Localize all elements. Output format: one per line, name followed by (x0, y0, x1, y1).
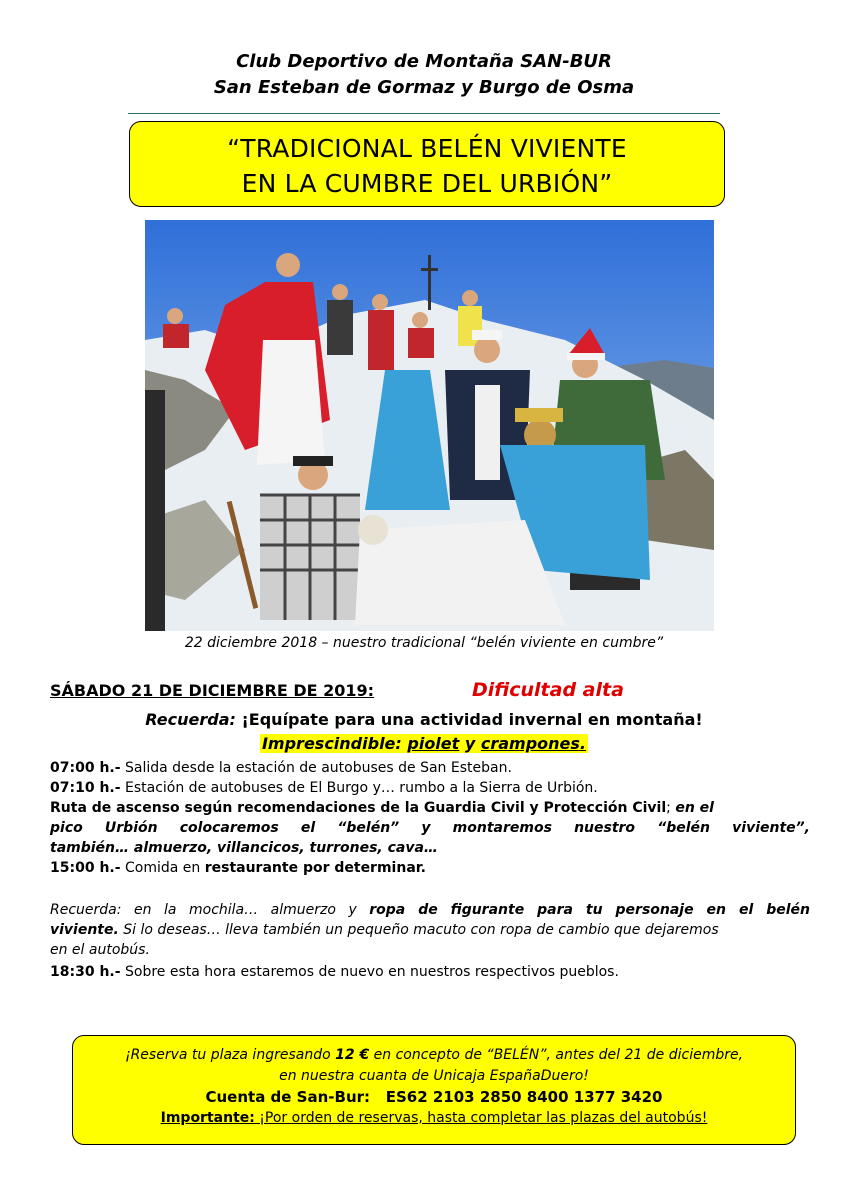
schedule-time: 18:30 h.- (50, 964, 121, 980)
schedule-text: Comida en (120, 860, 205, 876)
schedule-item-1830 (50, 962, 810, 982)
photo-caption: 22 diciembre 2018 – nuestro tradicional “belén viviente en cumbre” (184, 635, 664, 651)
schedule-text: Estación de autobuses de El Burgo y… rumbo a la Sierra de Urbión. (120, 780, 598, 796)
route-bold: Ruta de ascenso según recomendaciones de la Guardia Civil y Protección Civil (50, 800, 667, 816)
note-bold-2: viviente. (50, 922, 119, 938)
essential-label: Imprescindible: (261, 734, 402, 753)
account-label: Cuenta de San-Bur: (205, 1088, 371, 1106)
header-divider (128, 113, 720, 114)
note-line-1 (50, 900, 810, 920)
important-line (72, 1108, 796, 1128)
essential-and: y (459, 734, 481, 753)
account-number: ES62 2103 2850 8400 1377 3420 (385, 1088, 663, 1106)
note-italic: Recuerda: en la mochila… almuerzo y (50, 902, 370, 918)
reminder-line (0, 709, 848, 731)
title-line-1: “TRADICIONAL BELÉN VIVIENTE (227, 134, 627, 163)
reminder-text: ¡Equípate para una actividad invernal en montaña! (235, 710, 703, 729)
reservation-line-2: en nuestra cuanta de Unicaja EspañaDuero! (279, 1068, 589, 1084)
essential-item-piolet: piolet (407, 734, 460, 753)
nativity-summit-photo (145, 220, 714, 631)
reservation-text-b: en concepto de “BELÉN”, antes del 21 de diciembre, (369, 1047, 744, 1063)
reservation-text-a: ¡Reserva tu plaza ingresando (124, 1047, 336, 1063)
route-line-1 (50, 798, 810, 818)
reminder-label: Recuerda: (145, 710, 236, 729)
club-location: San Esteban de Gormaz y Burgo de Osma (213, 77, 635, 98)
note-line-3: en el autobús. (50, 942, 150, 958)
schedule-time: 07:00 h.- (50, 760, 121, 776)
essential-highlight (260, 734, 588, 753)
event-date: SÁBADO 21 DE DICIEMBRE DE 2019: (50, 681, 375, 700)
essential-line (0, 733, 848, 755)
schedule-item-1500 (50, 858, 810, 878)
important-text: ¡Por orden de reservas, hasta completar las plazas del autobús! (254, 1110, 708, 1126)
note-line-2 (50, 920, 810, 940)
route-italic: en el (675, 800, 714, 816)
schedule-text: Salida desde la estación de autobuses de San Esteban. (120, 760, 512, 776)
schedule-item-0700 (50, 758, 810, 778)
difficulty-label: Dificultad alta (472, 679, 624, 701)
schedule-text: Sobre esta hora estaremos de nuevo en nuestros respectivos pueblos. (120, 964, 619, 980)
club-name: Club Deportivo de Montaña SAN-BUR (236, 51, 612, 72)
essential-item-crampones: crampones. (480, 734, 587, 753)
event-heading-row (50, 680, 810, 702)
schedule-item-0710 (50, 778, 810, 798)
schedule-time: 07:10 h.- (50, 780, 121, 796)
route-sep: ; (666, 800, 676, 816)
route-line-2: pico Urbión colocaremos el “belén” y montaremos nuestro “belén viviente”, (50, 820, 810, 836)
restaurant-note: restaurante por determinar. (204, 860, 426, 876)
route-line-3: también… almuerzo, villancicos, turrones, cava… (50, 840, 438, 856)
reservation-amount: 12 € (335, 1047, 370, 1063)
title-line-2: EN LA CUMBRE DEL URBIÓN” (241, 169, 613, 198)
bank-account-line (72, 1087, 796, 1107)
reservation-line-1 (72, 1045, 796, 1065)
title-banner (129, 121, 725, 207)
schedule-time: 15:00 h.- (50, 860, 121, 876)
note-bold: ropa de figurante para tu personaje en el belén (369, 902, 810, 918)
note-italic-2: Si lo deseas… lleva también un pequeño macuto con ropa de cambio que dejaremos (118, 922, 719, 938)
important-label: Importante: (160, 1110, 255, 1126)
